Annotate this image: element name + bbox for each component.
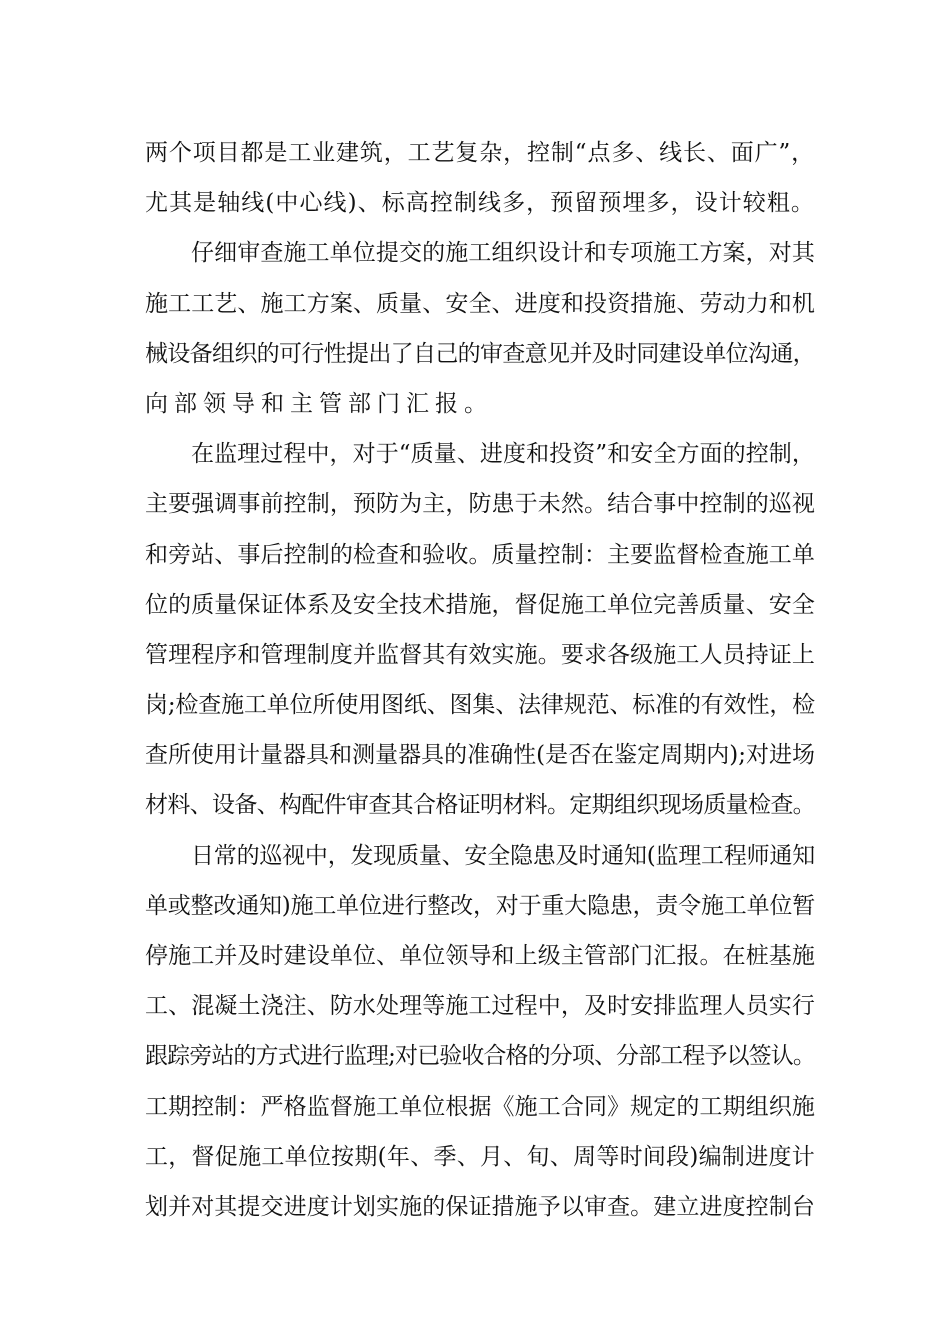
text-line: 主要强调事前控制，预防为主，防患于未然。结合事中控制的巡视: [145, 491, 815, 518]
text-line: 在监理过程中，对于“质量、进度和投资”和安全方面的控制，: [191, 441, 815, 468]
text-line: 向部领导和主管部门汇报。: [145, 390, 493, 417]
text-line: 位的质量保证体系及安全技术措施，督促施工单位完善质量、安全: [145, 591, 815, 618]
text-line: 停施工并及时建设单位、单位领导和上级主管部门汇报。在桩基施: [145, 943, 815, 969]
body-text: [145, 128, 815, 1232]
text-line: 单或整改通知)施工单位进行整改，对于重大隐患，责令施工单位暂: [145, 892, 815, 919]
text-line: 划并对其提交进度计划实施的保证措施予以审查。建立进度控制台: [145, 1193, 815, 1220]
text-line: 跟踪旁站的方式进行监理;对已验收合格的分项、分部工程予以签认。: [145, 1043, 815, 1070]
text-line: 管理程序和管理制度并监督其有效实施。要求各级施工人员持证上: [145, 641, 815, 668]
text-line: 械设备组织的可行性提出了自己的审查意见并及时同建设单位沟通，: [145, 340, 816, 367]
text-line: 岗;检查施工单位所使用图纸、图集、法律规范、标准的有效性，检: [145, 692, 815, 719]
text-line: 仔细审查施工单位提交的施工组织设计和专项施工方案，对其: [191, 240, 815, 267]
text-line: 查所使用计量器具和测量器具的准确性(是否在鉴定周期内);对进场: [145, 742, 815, 769]
text-line: 施工工艺、施工方案、质量、安全、进度和投资措施、劳动力和机: [145, 290, 815, 317]
text-line: 工期控制：严格监督施工单位根据《施工合同》规定的工期组织施: [145, 1093, 815, 1120]
text-line: 材料、设备、构配件审查其合格证明材料。定期组织现场质量检查。: [145, 792, 816, 819]
text-line: 工、混凝土浇注、防水处理等施工过程中，及时安排监理人员实行: [145, 993, 815, 1020]
text-line: 和旁站、事后控制的检查和验收。质量控制：主要监督检查施工单: [145, 541, 815, 568]
text-line: 日常的巡视中，发现质量、安全隐患及时通知(监理工程师通知: [191, 842, 815, 869]
text-line: 两个项目都是工业建筑，工艺复杂，控制“点多、线长、面广”，: [145, 140, 815, 166]
text-line: 尤其是轴线(中心线)、标高控制线多，预留预埋多，设计较粗。: [145, 190, 815, 217]
text-line: 工，督促施工单位按期(年、季、月、旬、周等时间段)编制进度计: [145, 1143, 815, 1170]
